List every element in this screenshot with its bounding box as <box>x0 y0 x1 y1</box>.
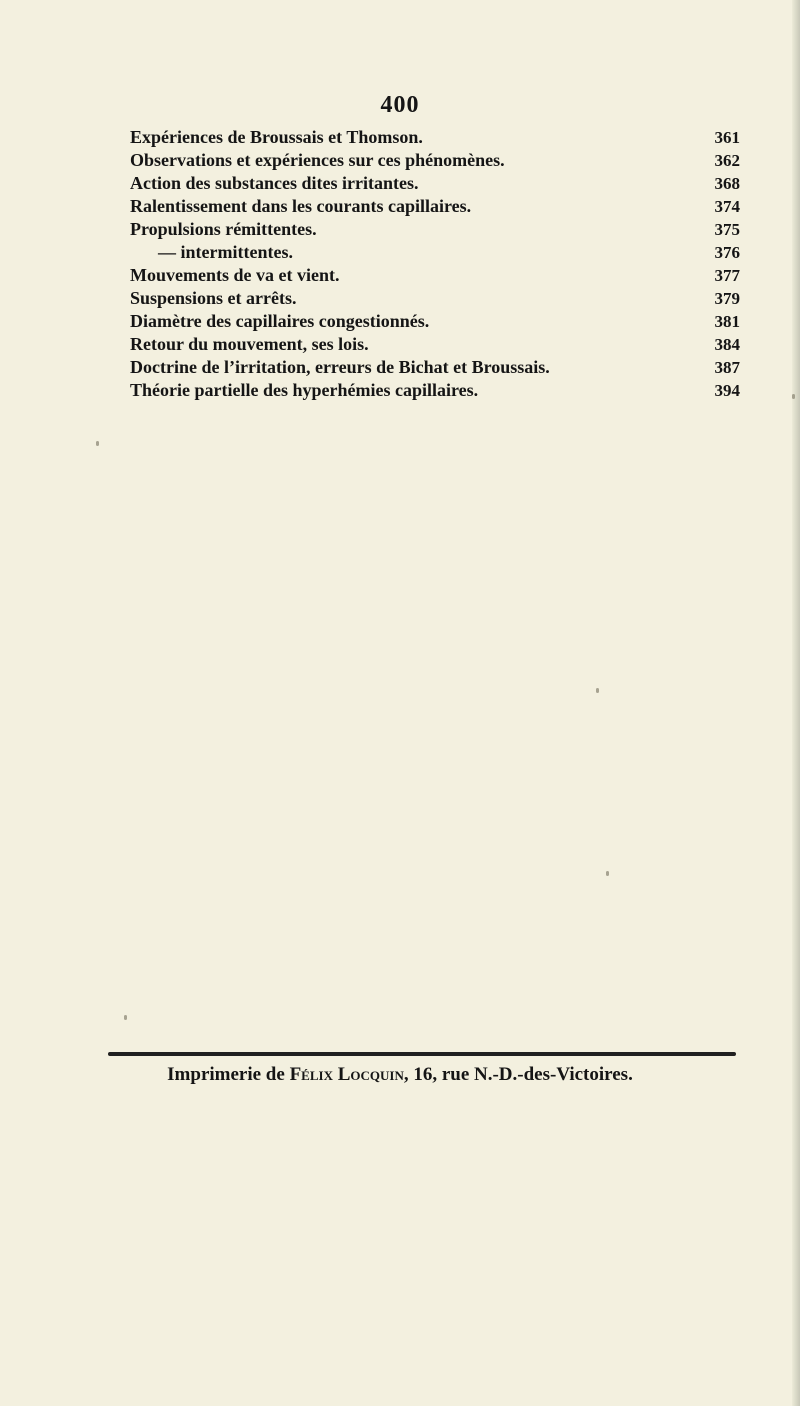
toc-entry-7 <box>130 265 740 288</box>
paper-edge <box>792 0 800 1406</box>
toc-entry-title: Mouvements de va et vient. <box>130 265 340 285</box>
toc-entry-9 <box>130 311 740 334</box>
toc-entry-8 <box>130 288 740 311</box>
toc-entry-title: Retour du mouvement, ses lois. <box>130 334 369 354</box>
toc-entry-title: Propulsions rémittentes. <box>130 219 317 239</box>
paper-speck <box>596 688 599 693</box>
toc-entry-title: Expériences de Broussais et Thomson. <box>130 127 423 147</box>
toc-entry-title: Suspensions et arrêts. <box>130 288 297 308</box>
toc-entry-page: 387 <box>714 358 740 377</box>
toc-entry-page: 381 <box>714 312 740 331</box>
toc-entry-title: Ralentissement dans les courants capillaires. <box>130 196 472 216</box>
toc-entry-3 <box>130 173 740 196</box>
toc-entry-page: 376 <box>714 243 740 262</box>
imprint-prefix: Imprimerie de <box>167 1064 290 1085</box>
toc-entry-11 <box>130 357 740 380</box>
toc-entry-2 <box>130 150 740 173</box>
table-of-contents <box>130 127 740 403</box>
imprint-address: , 16, rue N.-D.-des-Victoires. <box>403 1064 633 1085</box>
toc-entry-page: 379 <box>714 289 740 308</box>
printer-imprint <box>0 1064 800 1086</box>
toc-entry-page: 374 <box>714 197 740 216</box>
toc-entry-title: Théorie partielle des hyperhémies capillaires. <box>130 380 479 400</box>
footer-rule <box>108 1052 736 1056</box>
toc-entry-5 <box>130 219 740 242</box>
paper-speck <box>606 871 609 876</box>
page-number: 400 <box>380 92 420 118</box>
toc-entry-4 <box>130 196 740 219</box>
toc-entry-1 <box>130 127 740 150</box>
toc-entry-title: Doctrine de l’irritation, erreurs de Bichat et Broussais. <box>130 357 550 377</box>
printer-name: Félix Locquin <box>289 1064 404 1085</box>
paper-speck <box>124 1015 127 1020</box>
toc-entry-page: 377 <box>714 266 740 285</box>
toc-entry-6 <box>130 242 740 265</box>
paper-speck <box>792 394 795 399</box>
toc-entry-12 <box>130 380 740 403</box>
toc-entry-page: 384 <box>714 335 740 354</box>
toc-entry-title: Diamètre des capillaires congestionnés. <box>130 311 430 331</box>
toc-entry-page: 362 <box>714 151 740 170</box>
toc-entry-title: — intermittentes. <box>158 242 293 262</box>
toc-entry-title: Observations et expériences sur ces phénomènes. <box>130 150 505 170</box>
paper-speck <box>96 441 99 446</box>
toc-entry-title: Action des substances dites irritantes. <box>130 173 419 193</box>
toc-entry-page: 368 <box>714 174 740 193</box>
toc-entry-10 <box>130 334 740 357</box>
toc-entry-page: 375 <box>714 220 740 239</box>
toc-entry-page: 361 <box>714 128 740 147</box>
toc-entry-page: 394 <box>714 381 740 400</box>
